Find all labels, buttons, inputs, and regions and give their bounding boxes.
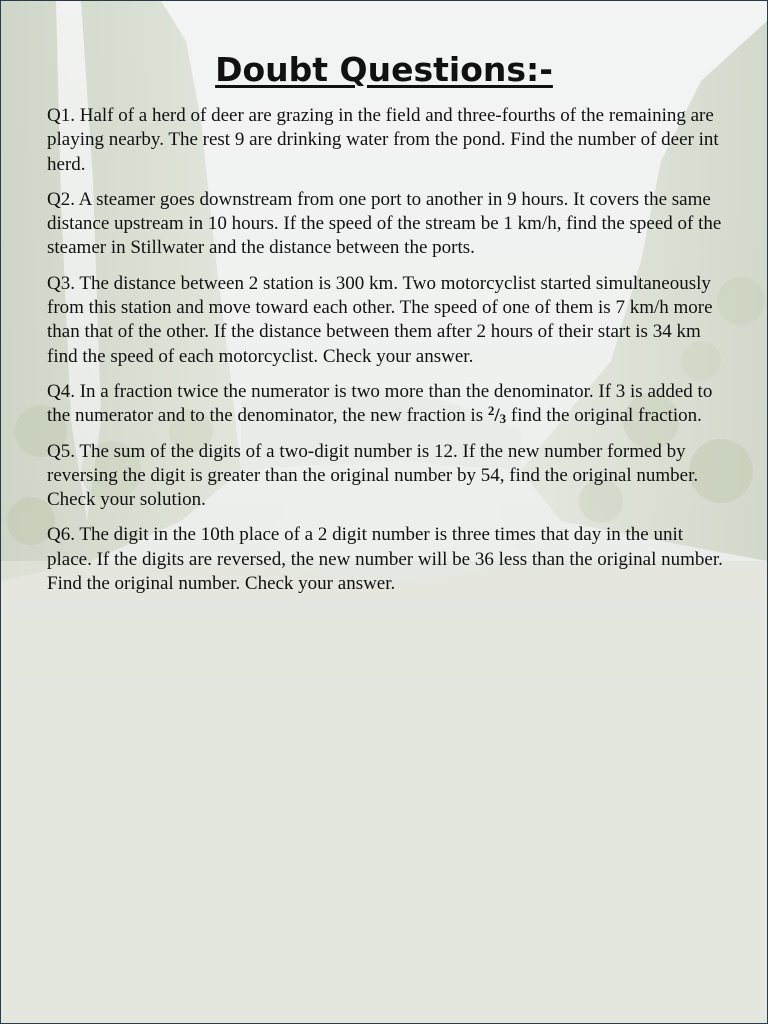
question-4 (47, 380, 729, 429)
question-2: Q2. A steamer goes downstream from one port to another in 9 hours. It covers the same distance upstream in 10 hours. If the speed of the stream be 1 km/h, find the speed of the steamer in Stillwater and the distance between the ports. (47, 188, 722, 259)
question-5: Q5. The sum of the digits of a two-digit number is 12. If the new number formed by reversing the digit is greater than the original number by 54, find the original number. Check your solution. (47, 440, 699, 511)
question-4-text-before: Q4. In a fraction twice the numerator is two more than the denominator. If 3 is added to the numerator and to the denominator, the new fraction is (47, 380, 713, 427)
fraction-slash: / (494, 405, 500, 427)
fraction-numerator: 2 (487, 403, 495, 419)
document-content (1, 1, 767, 1023)
page-title: Doubt Questions:- (215, 50, 553, 89)
question-list (47, 104, 729, 607)
question-4-text-after: find the original fraction. (506, 405, 702, 427)
fraction-denominator: 3 (499, 411, 507, 427)
question-3: Q3. The distance between 2 station is 300 km. Two motorcyclist started simultaneously from this station and move toward each other. The speed of one of them is 7 km/h more than that of the other. If the distance between them after 2 hours of their start is 34 km find the speed of each motorcyclist. Check your answer. (47, 272, 713, 367)
question-1: Q1. Half of a herd of deer are grazing in the field and three-fourths of the remaining are playing nearby. The rest 9 are drinking water from the pond. Find the number of deer int herd. (47, 105, 719, 175)
question-6: Q6. The digit in the 10th place of a 2 digit number is three times that day in the unit place. If the digits are reversed, the new number will be 36 less than the original number. Find the original number. Check your answer. (47, 524, 723, 595)
fraction-two-thirds (488, 405, 506, 426)
